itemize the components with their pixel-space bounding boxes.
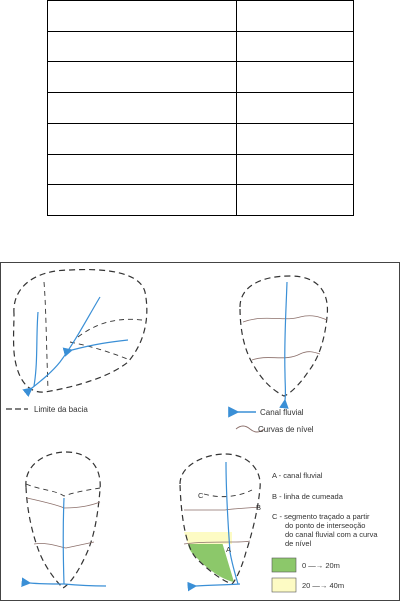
table-row [48, 31, 354, 62]
point-label-a: A [226, 545, 232, 554]
table-cell [237, 62, 354, 93]
table-cell [48, 185, 237, 216]
key-a: A - canal fluvial [272, 471, 323, 480]
band-swatch-0-20 [272, 558, 296, 572]
table-cell [48, 62, 237, 93]
band-label-20-40: 20 —→ 40m [302, 581, 345, 590]
watershed-diagram [0, 262, 400, 601]
table-row [48, 123, 354, 154]
key-b: B - linha de cumeada [272, 492, 343, 501]
table-row [48, 62, 354, 93]
table-row [48, 93, 354, 124]
table-cell [237, 123, 354, 154]
point-label-c: C [198, 491, 204, 500]
band-swatch-20-40 [272, 578, 296, 592]
table-row [48, 1, 354, 32]
table-cell [48, 31, 237, 62]
key-c-line-3: do canal fluvial com a curva [285, 530, 378, 539]
legend-river-label: Canal fluvial [260, 408, 304, 417]
table-cell [48, 154, 237, 185]
table-cell [237, 31, 354, 62]
key-c-line-1: C - segmento traçado a partir [272, 512, 370, 521]
legend-boundary-label: Limite da bacia [34, 405, 88, 414]
table-cell [237, 93, 354, 124]
key-c-line-2: do ponto de interseoção [285, 521, 366, 530]
table-row [48, 185, 354, 216]
table-cell [237, 185, 354, 216]
table-cell [237, 154, 354, 185]
table-cell [237, 1, 354, 32]
table-cell [48, 93, 237, 124]
band-label-0-20: 0 —→ 20m [302, 561, 340, 570]
table-cell [48, 1, 237, 32]
table-cell [48, 123, 237, 154]
empty-table [47, 0, 354, 216]
table-row [48, 154, 354, 185]
key-c-line-4: de nível [285, 539, 312, 548]
legend-contours-label: Curvas de nível [258, 425, 314, 434]
point-label-b: B [256, 503, 262, 512]
